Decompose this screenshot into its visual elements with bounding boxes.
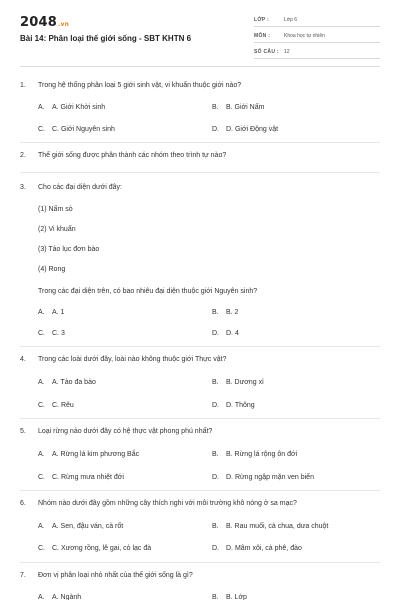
option-text: C. Xương rồng, lê gai, cỏ lạc đà <box>52 545 152 552</box>
question-text: Trong hệ thống phân loại 5 giới sinh vật, vi khuẩn thuộc giới nào? <box>38 82 242 89</box>
option-text: B. Lớp <box>226 594 247 600</box>
option-text: D. Mâm xôi, cà phê, đào <box>226 545 302 552</box>
option-letter: C. <box>38 545 45 552</box>
meta-subject-label: MÔN : <box>254 33 271 39</box>
question-divider <box>20 418 380 419</box>
option-letter: D. <box>212 545 219 552</box>
worksheet-header <box>0 0 400 60</box>
option-letter: D. <box>212 474 219 481</box>
option-text: C. Rêu <box>52 402 74 409</box>
option-text: D. Thông <box>226 402 255 409</box>
option-text: D. Giới Động vật <box>226 126 279 133</box>
question-divider <box>20 562 380 563</box>
option-text: A. Ngành <box>52 594 82 600</box>
question-text: Loại rừng nào dưới đây có hệ thực vật phong phú nhất? <box>38 428 213 435</box>
meta-class-label: LỚP : <box>254 17 270 23</box>
option-text: B. Giới Nấm <box>226 104 265 111</box>
option-letter: C. <box>38 474 45 481</box>
question-text: Nhóm nào dưới đây gồm những cây thích nghi với môi trường khô nóng ở sa mạc? <box>38 500 297 507</box>
logo-domain-text: .vn <box>57 21 70 28</box>
page-title: Bài 14: Phân loại thế giới sống - SBT KHTN 6 <box>20 34 192 43</box>
list-item: (2) Vi khuẩn <box>38 226 76 233</box>
option-letter: B. <box>212 594 219 600</box>
option-text: C. 3 <box>52 330 65 337</box>
option-text: A. Rừng lá kim phương Bắc <box>52 451 140 458</box>
question-number: 1. <box>20 82 26 89</box>
question-number: 5. <box>20 428 26 435</box>
question-text: Đơn vị phân loại nhỏ nhất của thế giới sống là gì? <box>38 572 193 579</box>
question-subtext: Trong các đại diện trên, có bao nhiêu đại diện thuộc giới Nguyên sinh? <box>38 288 258 295</box>
option-letter: B. <box>212 379 219 386</box>
meta-count-label: SỐ CÂU : <box>254 49 279 55</box>
meta-subject <box>254 29 380 43</box>
option-text: A. 1 <box>52 309 65 316</box>
option-text: B. 2 <box>226 309 239 316</box>
option-text: B. Rau muối, cà chua, dưa chuột <box>226 523 329 530</box>
question-divider <box>20 142 380 143</box>
option-letter: B. <box>212 309 219 316</box>
option-letter: C. <box>38 330 45 337</box>
option-letter: A. <box>38 594 45 600</box>
option-text: C. Rừng mưa nhiệt đới <box>52 474 124 481</box>
option-letter: D. <box>212 330 219 337</box>
meta-count-value: 12 <box>284 49 290 55</box>
option-letter: C. <box>38 126 45 133</box>
option-letter: A. <box>38 104 45 111</box>
question-divider <box>20 346 380 347</box>
option-letter: A. <box>38 379 45 386</box>
meta-question-count <box>254 45 380 59</box>
option-letter: A. <box>38 523 45 530</box>
question-number: 4. <box>20 356 26 363</box>
header-divider <box>20 66 380 67</box>
meta-class-value: Lớp 6 <box>284 17 298 23</box>
logo-main-text: 2048 <box>20 15 57 30</box>
option-letter: B. <box>212 523 219 530</box>
option-letter: D. <box>212 126 219 133</box>
question-number: 2. <box>20 152 26 159</box>
option-text: A. Giới Khởi sinh <box>52 104 106 111</box>
option-letter: B. <box>212 104 219 111</box>
meta-subject-value: Khoa học tự nhiên <box>284 33 325 39</box>
meta-class <box>254 13 380 27</box>
option-letter: B. <box>212 451 219 458</box>
list-item: (1) Nấm sò <box>38 206 73 213</box>
question-divider <box>20 490 380 491</box>
question-text: Cho các đại diện dưới đây: <box>38 184 122 191</box>
option-letter: A. <box>38 309 45 316</box>
question-number: 3. <box>20 184 26 191</box>
question-number: 7. <box>20 572 26 579</box>
question-divider <box>20 172 380 173</box>
option-text: A. Sen, đậu ván, cà rốt <box>52 523 124 530</box>
option-text: C. Giới Nguyên sinh <box>52 126 115 133</box>
question-number: 6. <box>20 500 26 507</box>
site-logo[interactable] <box>20 15 69 30</box>
option-letter: C. <box>38 402 45 409</box>
option-letter: D. <box>212 402 219 409</box>
option-text: B. Dương xỉ <box>226 379 264 386</box>
list-item: (3) Tảo lục đơn bào <box>38 246 100 253</box>
option-text: B. Rừng lá rộng ôn đới <box>226 451 298 458</box>
question-text: Trong các loài dưới đây, loài nào không thuộc giới Thực vật? <box>38 356 227 363</box>
option-text: D. Rừng ngập mặn ven biển <box>226 474 314 481</box>
option-text: A. Tảo đa bào <box>52 379 96 386</box>
option-letter: A. <box>38 451 45 458</box>
list-item: (4) Rong <box>38 266 66 273</box>
question-text: Thế giới sống được phân thành các nhóm theo trình tự nào? <box>38 152 227 159</box>
option-text: D. 4 <box>226 330 239 337</box>
